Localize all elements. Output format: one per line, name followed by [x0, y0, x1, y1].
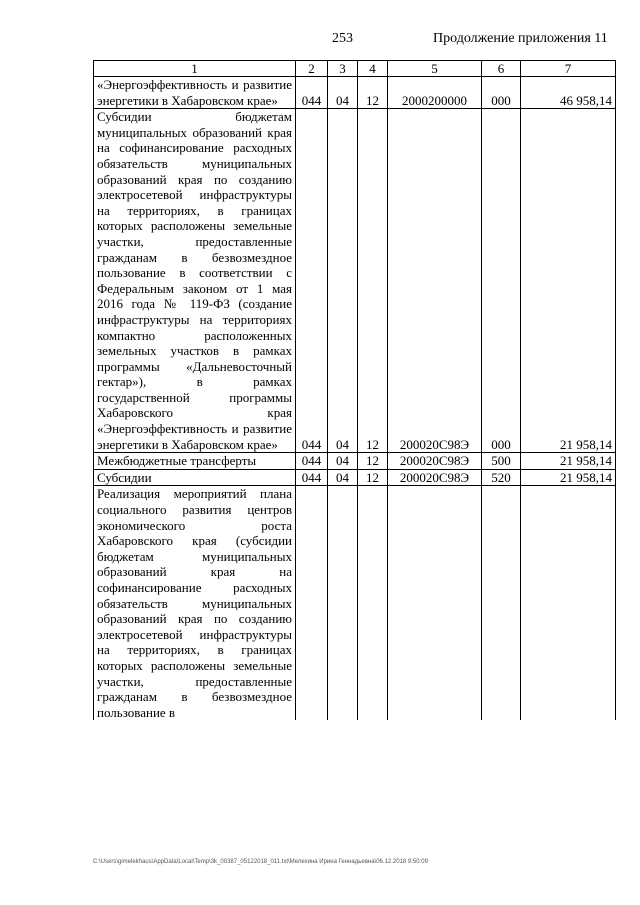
table-row	[94, 486, 616, 720]
column-header: 1	[94, 61, 296, 77]
column-header: 4	[358, 61, 388, 77]
expense-type-code	[482, 486, 521, 720]
amount	[521, 486, 616, 720]
amount: 46 958,14	[521, 77, 616, 109]
column-header: 7	[521, 61, 616, 77]
row-name: Субсидии бюджетам муниципальных образований края на софинансирование расходных обязательств муниципальных образований края по созданию электросетевой инфраструктуры на территориях, в границах которых расположены земельные участки, предоставленные гражданам в безвозмездное пользование в соответствии с Федеральным законом от 1 мая 2016 года № 119-ФЗ (создание инфраструктуры на территориях компактно расположенных земельных участков в рамках программы «Дальневосточный гектар»), в рамках государственной программы Хабаровского края «Энергоэффективность и развитие энергетики в Хабаровском крае»	[94, 109, 296, 453]
expense-type-code: 000	[482, 77, 521, 109]
section-code: 04	[328, 453, 358, 470]
amount: 21 958,14	[521, 109, 616, 453]
column-header: 5	[388, 61, 482, 77]
section-code: 04	[328, 109, 358, 453]
section-code: 04	[328, 77, 358, 109]
column-header: 2	[296, 61, 328, 77]
row-name: Реализация мероприятий плана социального развития центров экономического роста Хабаровского края (субсидии бюджетам муниципальных образований края на софинансирование расходных обязательств муниципальных образований края по созданию электросетевой инфраструктуры на территориях, в границах которых расположены земельные участки, предоставленные гражданам в безвозмездное пользование в	[94, 486, 296, 720]
file-path-footer: C:\Users\gimelekhaus\AppData\Local\Temp\3k_00387_05122018_011.txt\Мелехина Ирина Геннадьевна\06.12.2018 9:50:09	[93, 859, 428, 865]
target-article-code: 200020С98Э	[388, 453, 482, 470]
subsection-code	[358, 486, 388, 720]
subsection-code: 12	[358, 453, 388, 470]
ministry-code	[296, 486, 328, 720]
expense-type-code: 500	[482, 453, 521, 470]
row-name: Межбюджетные трансферты	[94, 453, 296, 470]
column-header: 3	[328, 61, 358, 77]
ministry-code: 044	[296, 469, 328, 486]
ministry-code: 044	[296, 77, 328, 109]
amount: 21 958,14	[521, 453, 616, 470]
continuation-note: Продолжение приложения 11	[433, 31, 608, 46]
table-row	[94, 77, 616, 109]
subsection-code: 12	[358, 469, 388, 486]
table-row	[94, 109, 616, 453]
column-number-row	[94, 61, 616, 77]
target-article-code: 200020С98Э	[388, 109, 482, 453]
row-name: Субсидии	[94, 469, 296, 486]
section-code: 04	[328, 469, 358, 486]
subsection-code: 12	[358, 77, 388, 109]
column-header: 6	[482, 61, 521, 77]
amount: 21 958,14	[521, 469, 616, 486]
section-code	[328, 486, 358, 720]
target-article-code	[388, 486, 482, 720]
table-row	[94, 453, 616, 470]
ministry-code: 044	[296, 109, 328, 453]
table-row	[94, 469, 616, 486]
ministry-code: 044	[296, 453, 328, 470]
target-article-code: 2000200000	[388, 77, 482, 109]
row-name: «Энергоэффективность и развитие энергетики в Хабаровском крае»	[94, 77, 296, 109]
subsection-code: 12	[358, 109, 388, 453]
page-number: 253	[332, 31, 353, 46]
target-article-code: 200020С98Э	[388, 469, 482, 486]
expense-type-code: 000	[482, 109, 521, 453]
expense-type-code: 520	[482, 469, 521, 486]
budget-table	[93, 60, 616, 720]
